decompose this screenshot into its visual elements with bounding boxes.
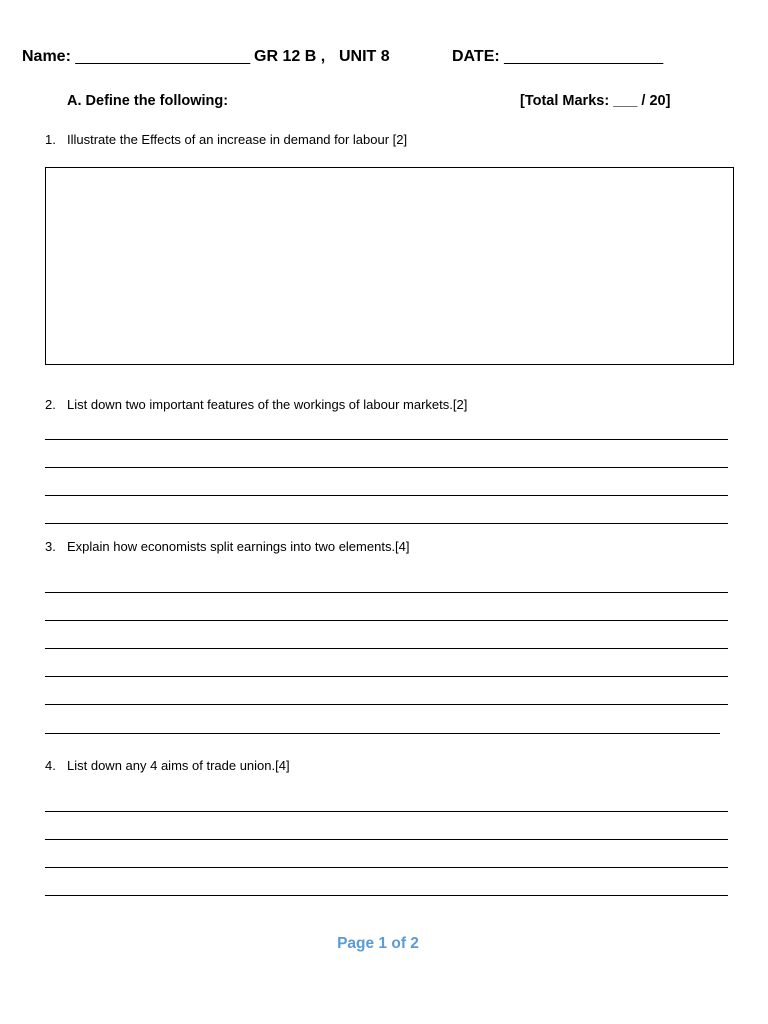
- illustration-answer-box[interactable]: [45, 167, 734, 365]
- question-3: [45, 539, 410, 554]
- page-number: Page 1 of 2: [337, 935, 419, 952]
- answer-line[interactable]: [45, 495, 728, 496]
- date-blank[interactable]: ____________________: [504, 48, 663, 65]
- answer-line[interactable]: [45, 439, 728, 440]
- answer-line[interactable]: [45, 895, 728, 896]
- question-2: [45, 397, 467, 412]
- unit-label: UNIT 8: [339, 48, 390, 65]
- date-label: DATE:: [452, 48, 500, 65]
- date-field[interactable]: [452, 48, 662, 66]
- class-label: GR 12 B ,: [254, 48, 326, 65]
- answer-line[interactable]: [45, 523, 728, 524]
- name-field[interactable]: [22, 48, 249, 66]
- question-number: 1.: [45, 132, 56, 147]
- answer-line[interactable]: [45, 704, 728, 705]
- question-number: 4.: [45, 758, 56, 773]
- question-number: 3.: [45, 539, 56, 554]
- total-marks: [Total Marks: ___ / 20]: [520, 93, 671, 109]
- answer-line[interactable]: [45, 620, 728, 621]
- answer-line[interactable]: [45, 592, 728, 593]
- name-label: Name:: [22, 48, 71, 65]
- name-blank[interactable]: ______________________: [75, 48, 250, 65]
- question-text: List down any 4 aims of trade union.[4]: [67, 758, 290, 773]
- answer-line[interactable]: [45, 467, 728, 468]
- question-text: Illustrate the Effects of an increase in demand for labour [2]: [67, 132, 408, 147]
- question-number: 2.: [45, 397, 56, 412]
- answer-line[interactable]: [45, 648, 728, 649]
- question-4: [45, 758, 290, 773]
- answer-line[interactable]: [45, 811, 728, 812]
- answer-line[interactable]: [45, 676, 728, 677]
- answer-line[interactable]: [45, 733, 720, 734]
- question-text: List down two important features of the workings of labour markets.[2]: [67, 397, 468, 412]
- answer-line[interactable]: [45, 867, 728, 868]
- answer-line[interactable]: [45, 839, 728, 840]
- section-title: A. Define the following:: [67, 93, 229, 109]
- question-1: [45, 132, 407, 147]
- question-text: Explain how economists split earnings into two elements.[4]: [67, 539, 410, 554]
